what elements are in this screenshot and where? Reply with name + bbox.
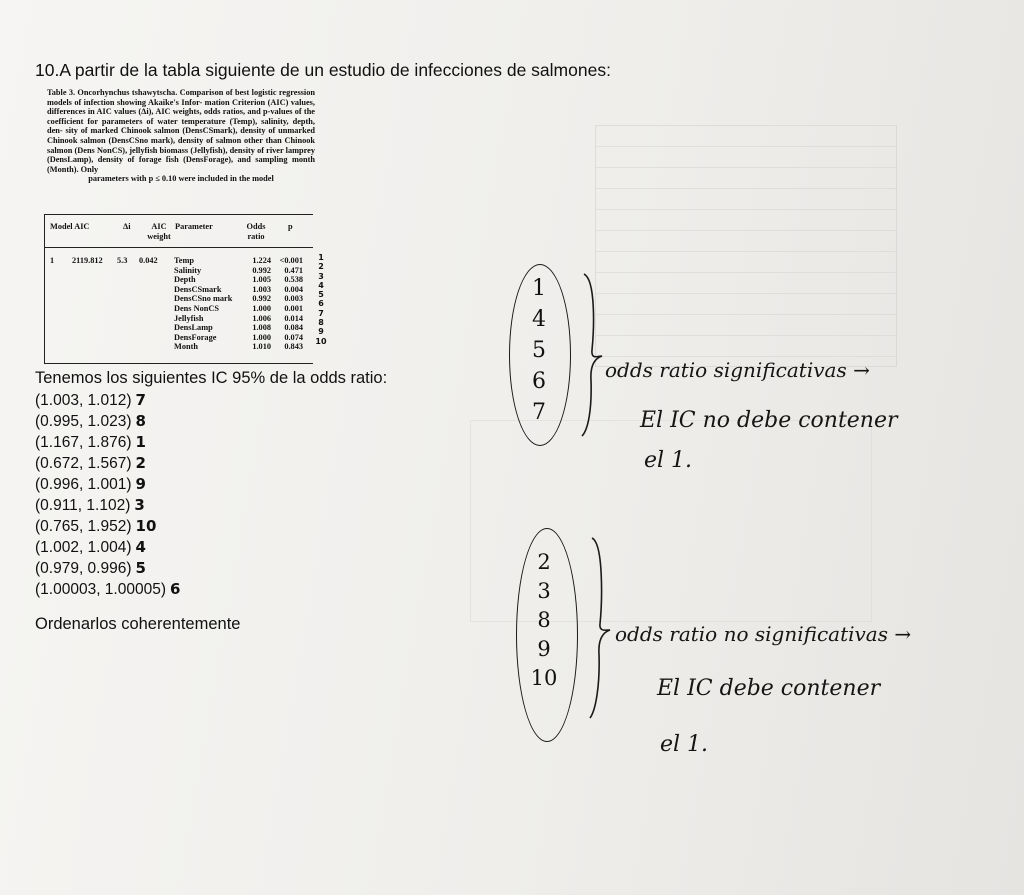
handwritten-tag: 1	[135, 433, 146, 451]
list-item: (1.003, 1.012) 7	[35, 391, 146, 409]
list-item: (0.911, 1.102) 3	[35, 496, 145, 514]
table-row-odds: 1.010	[252, 342, 271, 352]
handwritten-tag: 2	[135, 454, 146, 472]
header-odds-ratio: Odds ratio	[246, 222, 266, 241]
table-row-parameter: Depth	[174, 275, 196, 285]
p-value-column	[273, 256, 303, 352]
model-delta: 5.3	[117, 256, 128, 265]
list-item: (0.765, 1.952) 10	[35, 517, 157, 535]
table-row-odds: 1.000	[252, 332, 271, 342]
header-rule	[45, 247, 313, 248]
table-row-p: 0.014	[284, 313, 303, 323]
model-aic: 2119.812	[72, 256, 103, 265]
intervals-intro: Tenemos los siguientes IC 95% de la odds ratio:	[35, 369, 388, 387]
table-row-odds: 1.000	[252, 303, 271, 313]
nonsignificant-note-line1: El IC debe contener	[657, 676, 881, 701]
significant-brace	[578, 270, 608, 440]
list-item: (0.996, 1.001) 9	[35, 475, 146, 493]
bleed-through-table	[595, 125, 897, 367]
significant-note-line1: El IC no debe contener	[640, 408, 898, 433]
table-row-odds: 1.224	[252, 256, 271, 265]
significant-note-line2: el 1.	[644, 448, 693, 473]
nonsignificant-brace	[586, 534, 616, 724]
header-aic-weight: AIC weight	[147, 222, 171, 241]
table-row-odds: 1.006	[252, 313, 271, 323]
header-model-aic: Model AIC	[50, 222, 90, 231]
table-row-odds: 0.992	[252, 294, 271, 304]
table-row-p: 0.471	[284, 265, 303, 275]
table-row-parameter: DensCSmark	[174, 284, 222, 294]
list-item: (1.167, 1.876) 1	[35, 433, 146, 451]
table-row-odds: 1.005	[252, 275, 271, 285]
odds-ratio-column	[241, 256, 271, 352]
nonsignificant-note-line2: el 1.	[660, 732, 709, 757]
nonsignificant-label: odds ratio no significativas →	[615, 622, 912, 646]
parameter-column	[174, 256, 232, 352]
nonsignificant-group-numbers: 2 3 8 9 10	[530, 550, 558, 690]
table-row-parameter: Jellyfish	[174, 313, 204, 323]
table-row-p: 0.843	[284, 342, 303, 352]
exercise-title: 10.A partir de la tabla siguiente de un estudio de infecciones de salmones:	[35, 60, 611, 80]
significant-group-numbers: 1 4 5 6 7	[532, 276, 546, 425]
table-caption: Table 3. Oncorhynchus tshawytscha. Comparison of best logistic regression models of infection showing Akaike's Infor- mation Criterion (AIC) values, differences in AIC values (Δi), AIC weights, odds ratios, and p-values of the coefficient for parameters of water temperature (Temp), salinity, depth, den- sity of marked Chinook salmon (DensCSmark), density of unmarked Chinook salmon (DensCSno mark), density of salmon other than Chinook salmon (Dens NonCS), jellyfish biomass (Jellyfish), density of river lamprey (DensLamp), density of forage fish (DensForage), and sampling month (Month). Only parameters with p ≤ 0.10 were included in the model	[47, 88, 316, 184]
handwritten-tag: 3	[134, 496, 145, 514]
handwritten-tag: 9	[135, 475, 146, 493]
table-row-p: 0.001	[284, 303, 303, 313]
handwritten-tag: 6	[170, 580, 181, 598]
interval-list	[35, 390, 180, 600]
model-id: 1	[50, 256, 55, 265]
list-item: (0.979, 0.996) 5	[35, 559, 146, 577]
handwritten-tag: 5	[135, 559, 146, 577]
instruction-text: Ordenarlos coherentemente	[35, 615, 241, 633]
model-weight: 0.042	[139, 256, 158, 265]
handwritten-tag: 10	[135, 517, 157, 535]
table-row-parameter: Temp	[174, 256, 194, 265]
table-row-odds: 1.008	[252, 323, 271, 333]
significant-label: odds ratio significativas →	[605, 358, 870, 382]
aic-table	[44, 214, 313, 364]
header-delta: Δi	[123, 222, 131, 231]
table-row-p: 0.538	[284, 275, 303, 285]
table-row-odds: 0.992	[252, 265, 271, 275]
handwritten-tag: 4	[135, 538, 146, 556]
list-item: (1.00003, 1.00005) 6	[35, 580, 181, 598]
table-row-parameter: DensLamp	[174, 323, 213, 333]
table-row-parameter: Month	[174, 342, 198, 352]
header-parameter: Parameter	[175, 222, 213, 231]
list-item: (0.672, 1.567) 2	[35, 454, 146, 472]
table-row-parameter: Dens NonCS	[174, 303, 219, 313]
list-item: (1.002, 1.004) 4	[35, 538, 146, 556]
table-row-odds: 1.003	[252, 284, 271, 294]
table-row-parameter: DensForage	[174, 332, 217, 342]
header-p: p	[288, 222, 293, 231]
table-row-p: 0.003	[284, 294, 303, 304]
table-row-p: 0.084	[284, 323, 303, 333]
table-row-parameter: Salinity	[174, 265, 202, 275]
table-row-parameter: DensCSno mark	[174, 294, 233, 304]
handwritten-tag: 7	[135, 391, 146, 409]
handwritten-row-numbers: 1 2 3 4 5 6 7 8 9 10	[315, 253, 327, 346]
handwritten-tag: 8	[135, 412, 146, 430]
table-row-p: 0.074	[284, 332, 303, 342]
table-row-p: <0.001	[279, 256, 303, 265]
list-item: (0.995, 1.023) 8	[35, 412, 146, 430]
table-row-p: 0.004	[284, 284, 303, 294]
